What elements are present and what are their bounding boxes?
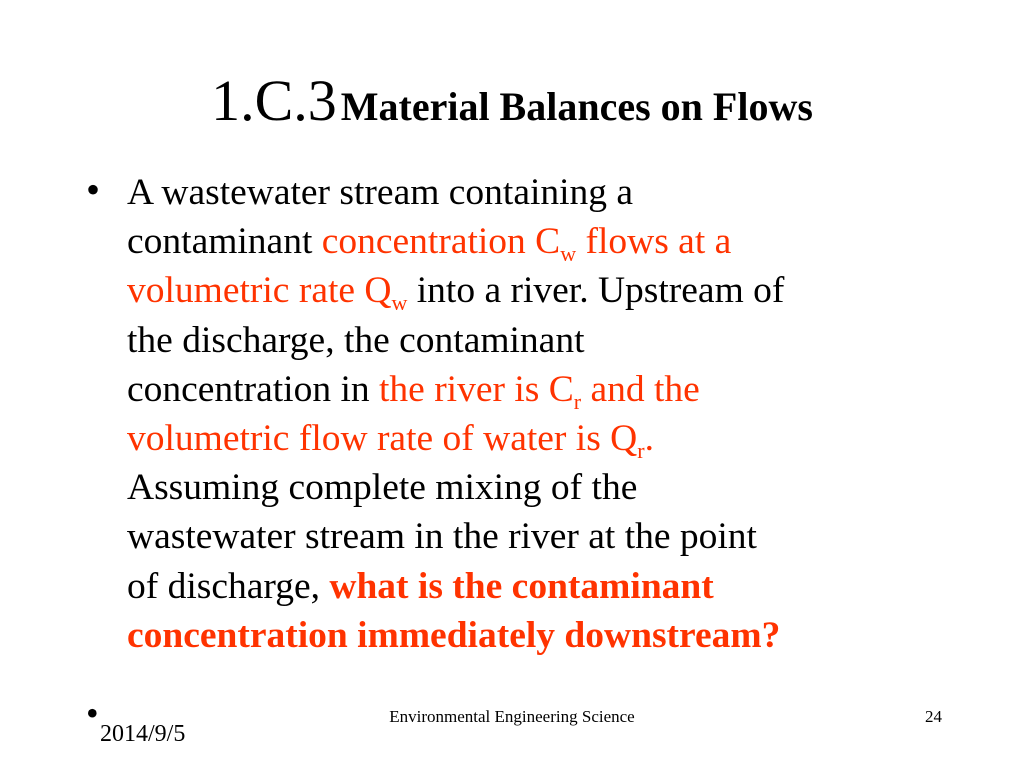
body-line-5 bbox=[127, 365, 957, 414]
highlight-text: flows at a bbox=[576, 221, 732, 263]
page-number: 24 bbox=[925, 707, 942, 726]
bullet-icon: • bbox=[86, 167, 101, 212]
body-text: contaminant bbox=[127, 221, 322, 263]
body-line-6 bbox=[127, 414, 957, 463]
highlight-text: . bbox=[644, 418, 654, 460]
bullet-paragraph bbox=[127, 168, 957, 660]
slide-title bbox=[0, 68, 1024, 133]
body-line-9 bbox=[127, 562, 957, 611]
body-line-3 bbox=[127, 266, 957, 315]
highlight-text: volumetric rate Q bbox=[127, 270, 392, 312]
question-text: what is the contaminant bbox=[329, 565, 714, 607]
body-line-7 bbox=[127, 463, 957, 512]
body-line-8 bbox=[127, 512, 957, 561]
footer-bullet-icon: • bbox=[86, 693, 99, 733]
body-text: into a river. Upstream of bbox=[407, 270, 785, 312]
body-text: wastewater stream in the river at the point bbox=[127, 516, 757, 558]
subscript: r bbox=[637, 438, 645, 464]
body-text: of discharge, bbox=[127, 565, 330, 607]
subscript: w bbox=[391, 290, 408, 316]
question-text: concentration immediately downstream? bbox=[127, 614, 781, 656]
subscript: r bbox=[573, 388, 582, 414]
body-line-2 bbox=[127, 217, 957, 266]
title-number: 1.C.3 bbox=[211, 68, 337, 133]
highlight-text: and the bbox=[581, 368, 700, 410]
body-line-1 bbox=[127, 168, 957, 217]
footer-date: 2014/9/5 bbox=[100, 721, 186, 747]
highlight-text: the river is C bbox=[379, 368, 574, 410]
highlight-text: concentration C bbox=[321, 221, 561, 263]
footer-course-title: Environmental Engineering Science bbox=[389, 707, 635, 726]
body-text: Assuming complete mixing of the bbox=[127, 467, 638, 509]
body-text: A wastewater stream containing a bbox=[127, 172, 634, 213]
title-text: Material Balances on Flows bbox=[340, 84, 813, 129]
body-text: the discharge, the contaminant bbox=[127, 319, 585, 361]
subscript: w bbox=[560, 241, 577, 267]
body-text: concentration in bbox=[127, 368, 379, 410]
body-line-4 bbox=[127, 316, 957, 365]
highlight-text: volumetric flow rate of water is Q bbox=[127, 418, 638, 460]
body-line-10 bbox=[127, 611, 957, 660]
